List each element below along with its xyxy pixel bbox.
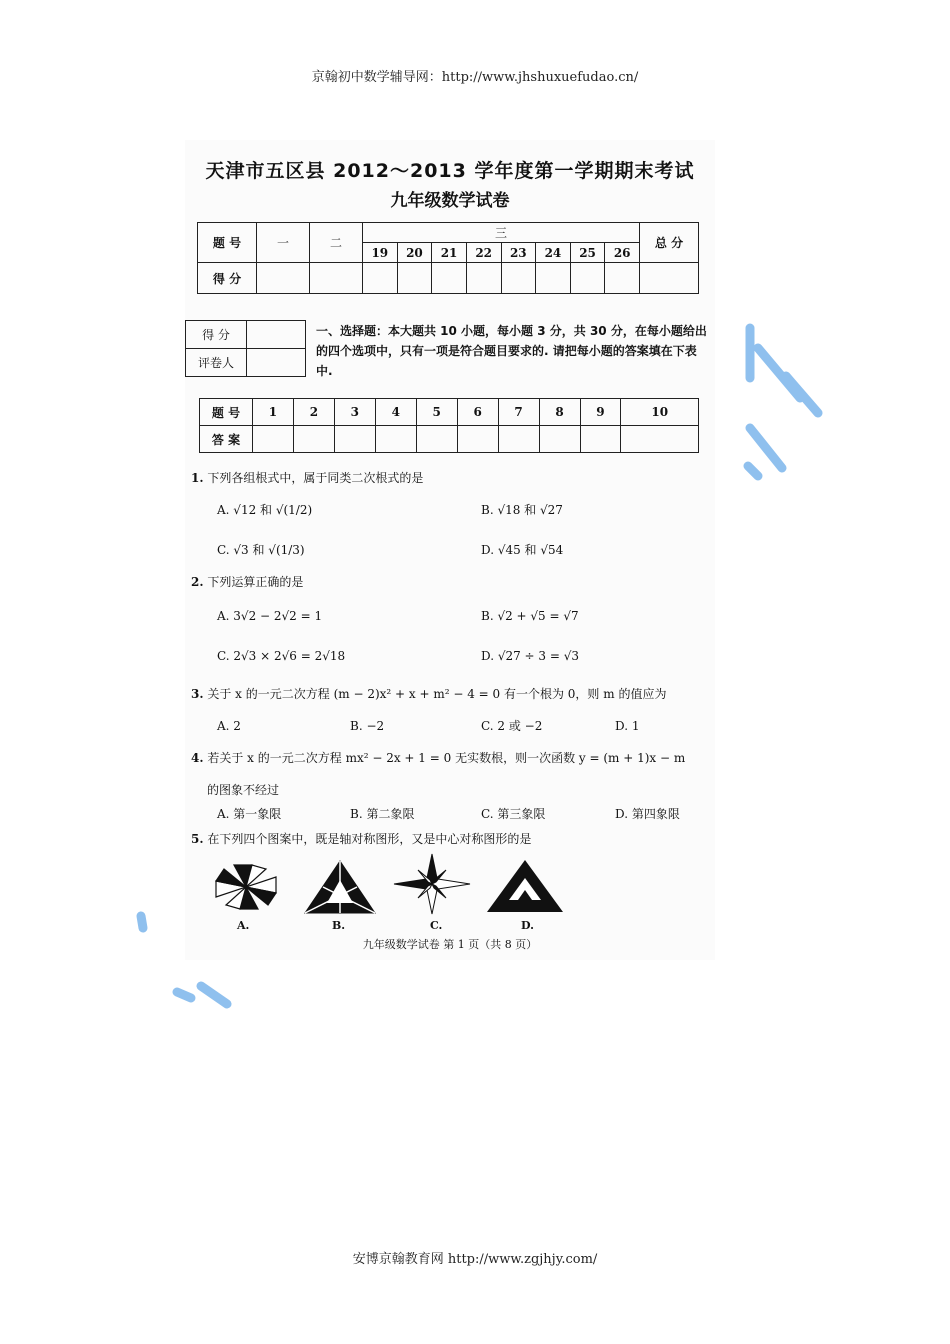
question-number: 2. [191,575,204,589]
score-cell [397,263,432,294]
section-3-header: 三 [363,223,640,243]
answer-qno: 6 [457,399,498,426]
score-cell [640,263,699,294]
exam-page [185,140,715,960]
q3-option-a: A. 2 [217,719,241,733]
grader-name-cell [247,349,306,377]
answer-cell [580,426,621,453]
answer-cell [498,426,539,453]
question-text: 若关于 x 的一元二次方程 mx² − 2x + 1 = 0 无实数根，则一次函数 y = (m + 1)x − m [207,751,686,765]
question-2 [191,574,303,590]
question-4-continued: 的图象不经过 [207,783,280,797]
answer-qno: 5 [416,399,457,426]
answer-qno: 4 [375,399,416,426]
q1-option-c: C. √3 和 √(1/3) [217,543,305,557]
answer-cell [253,426,294,453]
exam-subtitle: 九年级数学试卷 [390,191,510,211]
score-cell [466,263,501,294]
q4-option-b: B. 第二象限 [350,807,415,821]
q1-option-a: A. √12 和 √(1/2) [217,503,313,517]
score-cell [605,263,640,294]
score-cell [501,263,536,294]
section-2-header: 二 [310,223,363,263]
page-footer: 九年级数学试卷 第 1 页（共 8 页） [362,938,538,951]
question-number: 1. [191,471,204,485]
qno-cell: 20 [397,243,432,263]
figure-d-triangle [485,858,565,916]
question-number: 5. [191,832,204,846]
answer-qno: 2 [293,399,334,426]
score-cell [536,263,571,294]
q2-option-d: D. √27 ÷ 3 = √3 [481,649,580,663]
q3-option-d: D. 1 [615,719,640,733]
figure-a-pinwheel [207,858,285,916]
qno-cell: 25 [570,243,605,263]
answer-qno: 3 [334,399,375,426]
q4-option-d: D. 第四象限 [615,807,680,821]
grader-name-label: 评卷人 [186,349,247,377]
answer-cell [293,426,334,453]
exam-title: 天津市五区县 2012～2013 学年度第一学期期末考试 [205,160,695,182]
answer-qno: 10 [621,399,699,426]
q2-option-a: A. 3√2 − 2√2 = 1 [217,609,323,623]
question-5 [191,831,531,847]
header-text[interactable]: 京翰初中数学辅导网：http://www.jhshuxuefudao.cn/ [311,70,639,85]
grader-table [185,320,306,377]
q4-option-c: C. 第三象限 [481,807,546,821]
qno-cell: 21 [432,243,467,263]
answer-cell [375,426,416,453]
score-cell [570,263,605,294]
question-text: 在下列四个图案中，既是轴对称图形，又是中心对称图形的是 [207,832,532,846]
qno-cell: 19 [363,243,398,263]
row-label-score: 得 分 [198,263,257,294]
grader-score-cell [247,321,306,349]
qno-cell: 22 [466,243,501,263]
answer-row-label-answer: 答 案 [200,426,253,453]
answer-qno: 7 [498,399,539,426]
question-4 [191,750,685,766]
score-summary-table [197,222,699,294]
question-3 [191,686,666,702]
total-label: 总 分 [640,223,699,263]
answer-qno: 8 [539,399,580,426]
q1-option-b: B. √18 和 √27 [481,503,563,517]
answer-qno: 9 [580,399,621,426]
answer-cell [334,426,375,453]
question-number: 3. [191,687,204,701]
answer-qno: 1 [253,399,294,426]
watermark-mark [135,910,245,1010]
qno-cell: 24 [536,243,571,263]
question-text: 下列各组根式中，属于同类二次根式的是 [207,471,424,485]
figure-d-label: D. [521,919,534,932]
q1-option-d: D. √45 和 √54 [481,543,564,557]
figure-b-label: B. [332,919,346,932]
question-1 [191,470,423,486]
watermark-mark [738,318,830,483]
q2-option-c: C. 2√3 × 2√6 = 2√18 [217,649,346,663]
footer-text[interactable]: 安博京翰教育网 http://www.zgjhjy.com/ [352,1252,598,1267]
q3-option-b: B. −2 [350,719,385,733]
question-number: 4. [191,751,204,765]
answer-row-label-qno: 题 号 [200,399,253,426]
row-label-qno: 题 号 [198,223,257,263]
qno-cell: 26 [605,243,640,263]
answer-cell [621,426,699,453]
section1-instructions: 一、选择题：本大题共 10 小题，每小题 3 分，共 30 分，在每小题给出的四个选项中，只有一项是符合题目要求的. 请把每小题的答案填在下表中. [316,324,707,378]
score-cell [257,263,310,294]
score-cell [310,263,363,294]
question-text: 关于 x 的一元二次方程 (m − 2)x² + x + m² − 4 = 0 有一个根为 0，则 m 的值应为 [207,687,667,701]
figure-a-label: A. [237,919,250,932]
figure-b-triangle [301,858,379,916]
question-text: 下列运算正确的是 [207,575,304,589]
q4-option-a: A. 第一象限 [217,807,282,821]
answer-table [199,398,699,453]
figure-c-label: C. [430,919,443,932]
score-cell [363,263,398,294]
grader-score-label: 得 分 [186,321,247,349]
figure-c-star [391,852,473,916]
answer-cell [457,426,498,453]
q3-option-c: C. 2 或 −2 [481,719,543,733]
answer-cell [416,426,457,453]
q2-option-b: B. √2 + √5 = √7 [481,609,579,623]
section-1-header: 一 [257,223,310,263]
qno-cell: 23 [501,243,536,263]
answer-cell [539,426,580,453]
score-cell [432,263,467,294]
